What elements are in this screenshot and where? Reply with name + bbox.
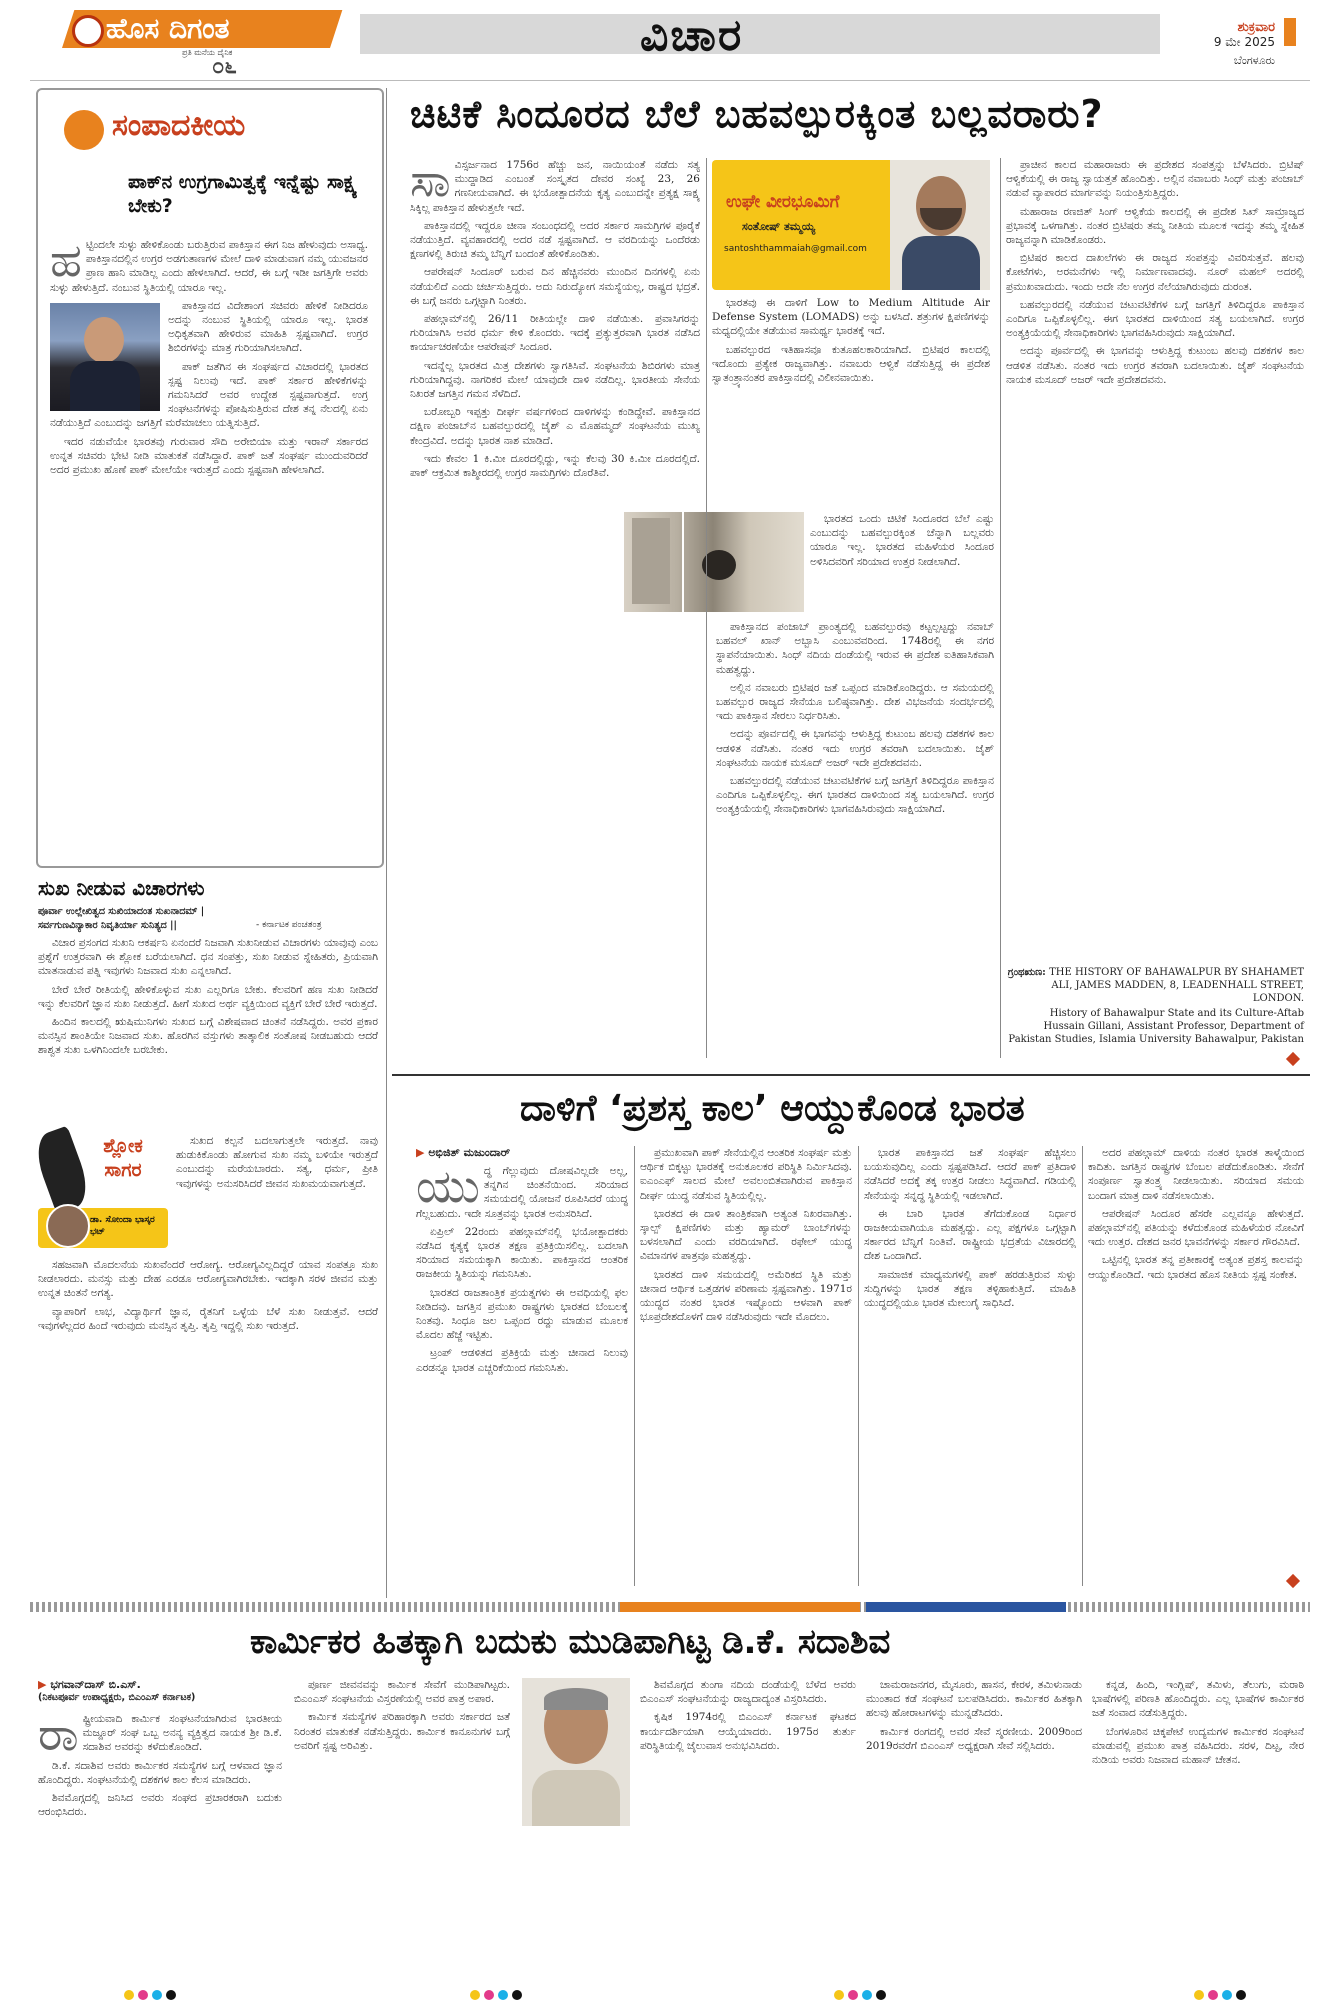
sukha-para: ಸುಖದ ಕಲ್ಪನೆ ಬದಲಾಗುತ್ತಲೇ ಇರುತ್ತದೆ. ನಾವು ಹುಡುಕಿಕೊಂಡು ಹೋಗುವ ಸುಖ ನಮ್ಮ ಬಳಿಯೇ ಇರುತ್ತದೆ ಎಂಬುದನ್ನು ಮರೆಯಬಾರದು. ಸತ್ಯ, ಧರ್ಮ, ಪ್ರೀತಿ ಇವುಗಳನ್ನು ಅನುಸರಿಸಿದರೆ ಜೀವನ ಸುಖಮಯವಾಗುತ್ತದೆ. (176, 1135, 378, 1190)
masthead-logo (62, 10, 362, 79)
lead-para: ಆಪರೇಷನ್ ಸಿಂದೂರ್ ಬರುವ ದಿನ ಹೆಚ್ಚಿನವರು ಮುಂದಿನ ದಿನಗಳಲ್ಲಿ ಏನು ನಡೆಯಲಿದೆ ಎಂದು ಚರ್ಚಿಸುತ್ತಿದ್ದರು. ಅದು ನಿರುದ್ಯೋಗ ಸಮಸ್ಯೆಯಲ್ಲ, ರಾಷ್ಟ್ರದ ಭದ್ರತೆ. ಈ ಬಗ್ಗೆ ಜನರು ಒಗ್ಗಟ್ಟಾಗಿ ನಿಂತರು. (410, 266, 700, 307)
bottom-author-text: ಭಗವಾನ್‌ದಾಸ್ ಬಿ.ಎಸ್. (50, 1678, 141, 1691)
lead-col3-top (810, 512, 994, 612)
day: ಶುಕ್ರವಾರ (1237, 20, 1275, 35)
bottom-title: ಕಾರ್ಮಿಕರ ಹಿತಕ್ಕಾಗಿ ಬದುಕು ಮುಡಿಪಾಗಿಟ್ಟ ಡಿ.ಕೆ. ಸದಾಶಿವ (250, 1622, 891, 1662)
editorial-para: ಪಾಕಿಸ್ತಾನದ ವಿದೇಶಾಂಗ ಸಚಿವರು ಹೇಳಿಕೆ ನೀಡಿದರೂ ಅದನ್ನು ನಂಬುವ ಸ್ಥಿತಿಯಲ್ಲಿ ಯಾರೂ ಇಲ್ಲ. ಭಾರತ ಅಧಿಕೃತವಾಗಿ ಹೇಳಿರುವ ಮಾಹಿತಿ ಸ್ಪಷ್ಟವಾಗಿದೆ. ಉಗ್ರರ ಶಿಬಿರಗಳನ್ನು ಮಾತ್ರ ಗುರಿಯಾಗಿಸಲಾಗಿದೆ. (168, 299, 368, 355)
lead-para: ಇದನ್ನೆಲ್ಲ ಭಾರತದ ಮಿತ್ರ ದೇಶಗಳು ಸ್ವಾಗತಿಸಿವೆ. ಸಂಘಟನೆಯ ಶಿಬಿರಗಳು ಮಾತ್ರ ಗುರಿಯಾಗಿದ್ದವು. ನಾಗರಿಕರ ಮೇಲೆ ಯಾವುದೇ ದಾಳಿ ನಡೆದಿಲ್ಲ. ಭಾರತೀಯ ಸೇನೆಯ ನಿಖರತೆ ಜಗತ್ತಿನ ಗಮನ ಸೆಳೆದಿದೆ. (410, 359, 700, 401)
bottom-col2 (294, 1678, 510, 1978)
byline-marker-icon: ▶ (416, 1146, 425, 1159)
editorial-box (36, 88, 384, 868)
editorial-para: ಟ್ಟಿಂದಲೇ ಸುಳ್ಳು ಹೇಳಿಕೊಂಡು ಬರುತ್ತಿರುವ ಪಾಕಿಸ್ತಾನ ಈಗ ನಿಜ ಹೇಳುವುದು ಅಸಾಧ್ಯ. ಪಾಕಿಸ್ತಾನದಲ್ಲಿನ ಉಗ್ರರ ಅಡಗುತಾಣಗಳ ಮೇಲೆ ದಾಳಿ ಮಾಡುವಾಗ ನಮ್ಮ ಯುವಜನರ ಪ್ರಾಣ ಹಾನಿ ಮಾಡಿಲ್ಲ ಎಂದು ಹೇಳಲಾಗಿದೆ. ಆದರೆ, ಈ ಬಗ್ಗೆ ಇಡೀ ಜಗತ್ತಿಗೇ ಅವರು ಸುಳ್ಳು ಹೇಳುತ್ತಿದೆ. ನಂಬುವ ಸ್ಥಿತಿಯಲ್ಲಿ ಯಾರೂ ಇಲ್ಲ. (50, 239, 368, 294)
bottom-author-name (38, 1678, 278, 1692)
reference-block (1006, 966, 1304, 1046)
bottom-para: ಕನ್ನಡ, ಹಿಂದಿ, ಇಂಗ್ಲಿಷ್, ತಮಿಳು, ತೆಲುಗು, ಮರಾಠಿ ಭಾಷೆಗಳಲ್ಲಿ ಪರಿಣತಿ ಹೊಂದಿದ್ದರು. ಎಲ್ಲ ಭಾಷೆಗಳ ಕಾರ್ಮಿಕರ ಜತೆ ಸಂವಾದ ನಡೆಸುತ್ತಿದ್ದರು. (1092, 1679, 1304, 1720)
second-para: ಭಾರತದ ದಾಳಿ ಸಮಯದಲ್ಲಿ ಅಮೆರಿಕದ ಸ್ಥಿತಿ ಮತ್ತು ಚೀನಾದ ಆರ್ಥಿಕ ಒತ್ತಡಗಳ ಪರಿಣಾಮ ಸ್ಪಷ್ಟವಾಗಿತ್ತು. 1971ರ ಯುದ್ಧದ ನಂತರ ಭಾರತ ಇಷ್ಟೊಂದು ಆಳವಾಗಿ ಪಾಕ್ ಭೂಪ್ರದೇಶದೊಳಗೆ ದಾಳಿ ನಡೆಸಿರುವುದು ಇದೇ ಮೊದಲು. (640, 1268, 852, 1324)
sukha-para: ವ್ಯಾಪಾರಿಗೆ ಲಾಭ, ವಿದ್ಯಾರ್ಥಿಗೆ ಜ್ಞಾನ, ರೈತನಿಗೆ ಒಳ್ಳೆಯ ಬೆಳೆ ಸುಖ ನೀಡುತ್ತವೆ. ಆದರೆ ಇವುಗಳೆಲ್ಲದರ ಹಿಂದೆ ಇರುವುದು ಮನಸ್ಸಿನ ತೃಪ್ತಿ. ತೃಪ್ತಿ ಇದ್ದಲ್ಲಿ ಸುಖ ಇರುತ್ತದೆ. (38, 1305, 378, 1332)
lead-para: ಅಲ್ಲಿನ ನವಾಬರು ಬ್ರಿಟಿಷರ ಜತೆ ಒಪ್ಪಂದ ಮಾಡಿಕೊಂಡಿದ್ದರು. ಆ ಸಮಯದಲ್ಲಿ ಬಹವಲ್ಪುರ ರಾಜ್ಯದ ಸೇನೆಯೂ ಬಲಿಷ್ಠವಾಗಿತ್ತು. ದೇಶ ವಿಭಜನೆಯ ಸಂದರ್ಭದಲ್ಲಿ ಇದು ಪಾಕಿಸ್ತಾನ ಸೇರಲು ನಿರ್ಧರಿಸಿತು. (716, 681, 994, 723)
shloka-author: ಡಾ. ಸೋಂದಾ ಭಾಸ್ಕರ ಭಟ್ (90, 1215, 155, 1237)
sukha-body-bottom (38, 1258, 378, 1588)
lead-para: ವಿಸ್ಸರ್ಜನಾದ 1756ರ ಹೆಚ್ಚು ಜನ, ನಾಯಿಯಂತೆ ನಡೆದು ಸತ್ಯ ಮುದ್ದಾಡಿದ ಎಂಬಂತೆ ಸಂಸ್ಕೃತದ ದೇವರ ಸಂಖ್ಯೆ 23, 26 ಗಣನೀಯವಾಗಿದೆ. ಈ ಭಯೋತ್ಪಾದನೆಯ ಕೃತ್ಯ ಎಂಬುದನ್ನೇ ಪ್ರತ್ಯಕ್ಷ ಸಾಕ್ಷ್ಯ ಸಿಕ್ಕಿಲ್ಲ ಪಾಕಿಸ್ತಾನ ಹೇಳುತ್ತಲೇ ಇದೆ. (410, 159, 700, 214)
sukha-para: ಹಿಂದಿನ ಕಾಲದಲ್ಲಿ ಋಷಿಮುನಿಗಳು ಸುಖದ ಬಗ್ಗೆ ವಿಶೇಷವಾದ ಚಿಂತನೆ ನಡೆಸಿದ್ದರು. ಅವರ ಪ್ರಕಾರ ಮನಸ್ಸಿನ ಶಾಂತಿಯೇ ನಿಜವಾದ ಸುಖ. ಹೊರಗಿನ ವಸ್ತುಗಳು ತಾತ್ಕಾಲಿಕ ಸಂತೋಷ ನೀಡಬಹುದು ಆದರೆ ಶಾಶ್ವತ ಸುಖ ಒಳಗಿನಿಂದಲೇ ಬರಬೇಕು. (38, 1016, 378, 1057)
divider-blue (866, 1602, 1066, 1612)
sukha-para: ಸಹಜವಾಗಿ ಮೊದಲನೆಯ ಸುಖವೆಂದರೆ ಆರೋಗ್ಯ. ಆರೋಗ್ಯವಿಲ್ಲದಿದ್ದರೆ ಯಾವ ಸಂಪತ್ತೂ ಸುಖ ನೀಡಲಾರದು. ಮನಸ್ಸು ಮತ್ತು ದೇಹ ಎರಡೂ ಆರೋಗ್ಯವಾಗಿರಬೇಕು. ಇದಕ್ಕಾಗಿ ಸರಳ ಜೀವನ ಮತ್ತು ಉನ್ನತ ಚಿಂತನೆ ಅಗತ್ಯ. (38, 1259, 378, 1300)
second-col1 (416, 1164, 628, 1584)
second-author (416, 1146, 510, 1160)
bottom-para: ಕಾರ್ಮಿಕ ಸಮಸ್ಯೆಗಳ ಪರಿಹಾರಕ್ಕಾಗಿ ಅವರು ಸರ್ಕಾರದ ಜತೆ ನಿರಂತರ ಮಾತುಕತೆ ನಡೆಸುತ್ತಿದ್ದರು. ಕಾರ್ಮಿಕ ಕಾನೂನುಗಳ ಬಗ್ಗೆ ಅವರಿಗೆ ಸ್ಪಷ್ಟ ಅರಿವಿತ್ತು. (294, 1711, 510, 1752)
sukha-body-right (176, 1134, 378, 1252)
sukha-sub2: ಸರ್ವಗುಣವಿನ್ಯಾಕಾರ ನಿವೃತಿರ್ಯಾ ಸುನಿತ್ಯದ || (38, 920, 177, 931)
second-col2 (640, 1146, 852, 1584)
second-col4 (1088, 1146, 1304, 1584)
masthead-rule (30, 80, 1310, 81)
second-para: ಭಾರತದ ಈ ದಾಳಿ ತಾಂತ್ರಿಕವಾಗಿ ಅತ್ಯಂತ ನಿಖರವಾಗಿತ್ತು. ಸ್ಕಾಲ್ಪ್ ಕ್ಷಿಪಣಿಗಳು ಮತ್ತು ಹ್ಯಾಮರ್ ಬಾಂಬ್‌ಗಳನ್ನು ಬಳಸಲಾಗಿದೆ ಎಂದು ವರದಿಯಾಗಿದೆ. ರಫೇಲ್ ಯುದ್ಧ ವಿಮಾನಗಳ ಪಾತ್ರವೂ ಮಹತ್ವದ್ದು. (640, 1207, 852, 1263)
editorial-sun-icon (64, 110, 104, 150)
lead-para: ಪಹಲ್ಗಾಮ್‌ನಲ್ಲಿ 26/11 ರೀತಿಯಲ್ಲೇ ದಾಳಿ ನಡೆಯಿತು. ಪ್ರವಾಸಿಗರನ್ನು ಗುರಿಯಾಗಿಸಿ ಅವರ ಧರ್ಮ ಕೇಳಿ ಕೊಂದರು. ಇದಕ್ಕೆ ಪ್ರತ್ಯುತ್ತರವಾಗಿ ಭಾರತ ನಡೆಸಿದ ಕಾರ್ಯಾಚರಣೆಯೇ ಆಪರೇಷನ್ ಸಿಂದೂರ. (410, 313, 700, 354)
bottom-para: ಕೃಷಿಕ 1974ರಲ್ಲಿ ಬಿಎಂಎಸ್ ಕರ್ನಾಟಕ ಘಟಕದ ಕಾರ್ಯದರ್ಶಿಯಾಗಿ ಆಯ್ಕೆಯಾದರು. 1975ರ ತುರ್ತು ಪರಿಸ್ಥಿತಿಯಲ್ಲಿ ಜೈಲುವಾಸ ಅನುಭವಿಸಿದರು. (640, 1711, 856, 1752)
bottom-col3 (640, 1678, 856, 1978)
divider-orange (620, 1602, 860, 1612)
sukha-sub1: ಪೂರ್ವಾ ಉಲ್ಲೇಖಿತ್ವದ ಸುಖಿಯಾದಂತ ಸುಖನಾದಮ್ | (38, 906, 205, 917)
second-para: ಈ ಬಾರಿ ಭಾರತ ತೆಗೆದುಕೊಂಡ ನಿರ್ಧಾರ ರಾಜಕೀಯವಾಗಿಯೂ ಮಹತ್ವದ್ದು. ಎಲ್ಲ ಪಕ್ಷಗಳೂ ಒಗ್ಗಟ್ಟಾಗಿ ಸರ್ಕಾರದ ಬೆನ್ನಿಗೆ ನಿಂತಿವೆ. ರಾಷ್ಟ್ರೀಯ ಭದ್ರತೆಯ ವಿಚಾರದಲ್ಲಿ ದೇಶ ಒಂದಾಗಿದೆ. (864, 1207, 1076, 1263)
lead-para: ಭಾರತವು ಈ ದಾಳಿಗೆ Low to Medium Altitude Air Defense System (LOMADS) ಅನ್ನು ಬಳಸಿದೆ. ಶತ್ರುಗಳ ಕ್ಷಿಪಣಿಗಳನ್ನು ಮಧ್ಯದಲ್ಲಿಯೇ ತಡೆಯುವ ಸಾಮರ್ಥ್ಯ ಭಾರತಕ್ಕೆ ಇದೆ. (712, 297, 990, 338)
lead-para: ಪಾಕಿಸ್ತಾನದ ಪಂಜಾಬ್ ಪ್ರಾಂತ್ಯದಲ್ಲಿ ಬಹವಲ್ಪುರವು ಕಟ್ಟಲ್ಪಟ್ಟದ್ದು ನವಾಬ್ ಬಹವಲ್ ಖಾನ್ ಅಬ್ಬಾಸಿ ಎಂಬುವವರಿಂದ. 1748ರಲ್ಲಿ ಈ ನಗರ ಸ್ಥಾಪನೆಯಾಯಿತು. ಸಿಂಧ್ ನದಿಯ ದಂಡೆಯಲ್ಲಿ ಇರುವ ಈ ಪ್ರದೇಶ ಐತಿಹಾಸಿಕವಾಗಿ ಮಹತ್ವದ್ದು. (716, 621, 994, 676)
page-number: ೦೬ (212, 54, 237, 79)
feather-icon (30, 1126, 95, 1215)
section-title: ವಿಚಾರ (640, 10, 744, 61)
bottom-para: ಕಾರ್ಮಿಕ ರಂಗದಲ್ಲಿ ಅವರ ಸೇವೆ ಸ್ಮರಣೀಯ. 2009ರಿಂದ 2019ರವರೆಗೆ ಬಿಎಂಎಸ್ ಅಧ್ಯಕ್ಷರಾಗಿ ಸೇವೆ ಸಲ್ಲಿಸಿದರು. (866, 1725, 1082, 1752)
editorial-dropcap: ಹ (50, 238, 82, 287)
sukha-para: ಬೇರೆ ಬೇರೆ ರೀತಿಯಲ್ಲಿ ಹೇಳಿಕೊಳ್ಳುವ ಸುಖ ಎಲ್ಲರಿಗೂ ಬೇಕು. ಕೆಲವರಿಗೆ ಹಣ ಸುಖ ನೀಡಿದರೆ ಇನ್ನು ಕೆಲವರಿಗೆ ಜ್ಞಾನ ಸುಖ ನೀಡುತ್ತದೆ. ಹೀಗೆ ಸುಖದ ಅರ್ಥ ವ್ಯಕ್ತಿಯಿಂದ ವ್ಯಕ್ತಿಗೆ ಬೇರೆ ಬೇರೆ ಇರುತ್ತದೆ. (38, 983, 378, 1010)
bottom-para: ಪೂರ್ಣ ಜೀವನವನ್ನು ಕಾರ್ಮಿಕ ಸೇವೆಗೆ ಮುಡಿಪಾಗಿಟ್ಟರು. ಬಿಎಂಎಸ್ ಸಂಘಟನೆಯ ವಿಸ್ತರಣೆಯಲ್ಲಿ ಅವರ ಪಾತ್ರ ಅಪಾರ. (294, 1679, 510, 1706)
sukha-body-top (38, 936, 378, 1132)
bottom-author (38, 1678, 278, 1703)
lead-title: ಚಿಟಿಕೆ ಸಿಂದೂರದ ಬೆಲೆ ಬಹವಲ್ಪುರಕ್ಕಿಂತ ಬಲ್ಲವರಾರು? (410, 92, 1104, 136)
second-para: ಅದರ ಪಹಲ್ಗಾಮ್ ದಾಳಿಯ ನಂತರ ಭಾರತ ತಾಳ್ಮೆಯಿಂದ ಕಾದಿತು. ಜಗತ್ತಿನ ರಾಷ್ಟ್ರಗಳ ಬೆಂಬಲ ಪಡೆದುಕೊಂಡಿತು. ಸೇನೆಗೆ ಸಂಪೂರ್ಣ ಸ್ವಾತಂತ್ರ್ಯ ನೀಡಲಾಯಿತು. ಸರಿಯಾದ ಸಮಯ ಬಂದಾಗ ಮಾತ್ರ ದಾಳಿ ನಡೆಸಲಾಯಿತು. (1088, 1147, 1304, 1202)
second-para: ಏಪ್ರಿಲ್ 22ರಂದು ಪಹಲ್ಗಾಮ್‌ನಲ್ಲಿ ಭಯೋತ್ಪಾದಕರು ನಡೆಸಿದ ಕೃತ್ಯಕ್ಕೆ ಭಾರತ ತಕ್ಷಣ ಪ್ರತಿಕ್ರಿಯಿಸಲಿಲ್ಲ. ಬದಲಾಗಿ ಸರಿಯಾದ ಸಮಯಕ್ಕಾಗಿ ಕಾಯಿತು. ಪಾಕಿಸ್ತಾನದ ಆಂತರಿಕ ರಾಜಕೀಯ ಸ್ಥಿತಿಯನ್ನು ಗಮನಿಸಿತು. (416, 1225, 628, 1281)
lead-para: ಪಾಕಿಸ್ತಾನದಲ್ಲಿ ಇದ್ದರೂ ಚೀನಾ ಸಂಬಂಧದಲ್ಲಿ ಅದರ ಸರ್ಕಾರ ಸಾಮಗ್ರಿಗಳ ಪೂರೈಕೆ ನಡೆಯುತ್ತಿದೆ. ವ್ಯವಹಾರದಲ್ಲಿ ಅದರ ನಡೆ ಸ್ಪಷ್ಟವಾಗಿದೆ. ಆ ವರದಿಯನ್ನು ಒಂದೆರಡು ಕ್ಷಣಗಳಲ್ಲಿ ತಿರುಚಿ ತಮ್ಮ ಬೆನ್ನಿಗೆ ಬಂದಂತೆ ಹೇಳಿಕೊಂಡಿತು. (410, 219, 700, 261)
second-para: ಭಾರತದ ರಾಜತಾಂತ್ರಿಕ ಪ್ರಯತ್ನಗಳು ಈ ಅವಧಿಯಲ್ಲಿ ಫಲ ನೀಡಿದವು. ಜಗತ್ತಿನ ಪ್ರಮುಖ ರಾಷ್ಟ್ರಗಳು ಭಾರತದ ಬೆಂಬಲಕ್ಕೆ ನಿಂತವು. ಸಿಂಧೂ ಜಲ ಒಪ್ಪಂದ ರದ್ದು ಮಾಡುವ ಮೂಲಕ ಮೊದಲ ಹೆಜ್ಜೆ ಇಟ್ಟಿತು. (416, 1286, 628, 1342)
author-card (712, 160, 990, 290)
left-column-rule (386, 88, 387, 1598)
bottom-para: ಶಿವಮೊಗ್ಗದ ತುಂಗಾ ನದಿಯ ದಂಡೆಯಲ್ಲಿ ಬೆಳೆದ ಅವರು ಬಿಎಂಎಸ್ ಸಂಘಟನೆಯನ್ನು ರಾಜ್ಯದಾದ್ಯಂತ ವಿಸ್ತರಿಸಿದರು. (640, 1679, 856, 1706)
second-col3 (864, 1146, 1076, 1584)
bottom-para: ಬೆಂಗಳೂರಿನ ಚಿಕ್ಕಪೇಟೆ ಉದ್ಯಮಗಳ ಕಾರ್ಮಿಕರ ಸಂಘಟನೆ ಮಾಡುವಲ್ಲಿ ಪ್ರಮುಖ ಪಾತ್ರ ವಹಿಸಿದರು. ಸರಳ, ದಿಟ್ಟ, ನೇರ ನುಡಿಯ ಅವರು ನಿಜವಾದ ಮಹಾನ್ ಚೇತನ. (1092, 1725, 1304, 1767)
lead-col3 (716, 620, 994, 1060)
editorial-para: ಇದರ ನಡುವೆಯೇ ಭಾರತವು ಗುರುವಾರ ಸೌದಿ ಅರೇಬಿಯಾ ಮತ್ತು ಇರಾನ್ ಸರ್ಕಾರದ ಉನ್ನತ ಸಚಿವರು ಭೇಟಿ ನೀಡಿ ಮಾತುಕತೆ ನಡೆಸಿದ್ದಾರೆ. ಪಾಕ್ ಜತೆ ಸಂಘರ್ಷ ಮುಂದುವರಿದರೆ ಅದರ ಪ್ರಮುಖ ಹೊಣೆ ಪಾಕ್ ಮೇಲೆಯೇ ಇರುತ್ತದೆ ಎಂದು ಸ್ಪಷ್ಟವಾಗಿ ಹೇಳಲಾಗಿದೆ. (50, 435, 368, 477)
lead-para: ಬಹವಲ್ಪುರದಲ್ಲಿ ನಡೆಯುವ ಚಟುವಟಿಕೆಗಳ ಬಗ್ಗೆ ಜಗತ್ತಿಗೆ ತಿಳಿದಿದ್ದರೂ ಪಾಕಿಸ್ತಾನ ಎಂದಿಗೂ ಒಪ್ಪಿಕೊಳ್ಳಲಿಲ್ಲ. ಈಗ ಭಾರತದ ದಾಳಿಯಿಂದ ಸತ್ಯ ಬಯಲಾಗಿದೆ. ಉಗ್ರರ ಅಂತ್ಯಕ್ರಿಯೆಯಲ್ಲಿ ಸೇನಾಧಿಕಾರಿಗಳು ಭಾಗವಹಿಸಿರುವುದು ಸಾಕ್ಷಿಯಾಗಿದೆ. (716, 775, 994, 816)
lead-para: ಬ್ರಿಟಿಷರ ಕಾಲದ ದಾಖಲೆಗಳು ಈ ರಾಜ್ಯದ ಸಂಪತ್ತನ್ನು ವಿವರಿಸುತ್ತವೆ. ಹಲವು ಕೋಟೆಗಳು, ಅರಮನೆಗಳು ಇಲ್ಲಿ ನಿರ್ಮಾಣವಾದವು. ನೂರ್ ಮಹಲ್ ಅದರಲ್ಲಿ ಪ್ರಮುಖವಾದುದು. ಇಂದು ಅದೇ ನೆಲ ಉಗ್ರರ ನೆಲೆಯಾಗಿರುವುದು ದುರಂತ. (1006, 252, 1304, 293)
reference-text-2: History of Bahawalpur State and its Culture-Aftab Hussain Gillani, Assistant Professor, Department of Pakistan Studies, Islamia University Bahawalpur, Pakistan (1008, 1008, 1304, 1045)
registration-marks-right (1194, 1990, 1254, 2002)
second-col-rule-3 (1082, 1146, 1083, 1586)
end-marker-icon (1286, 1052, 1300, 1066)
editorial-para: ಪಾಕ್ ಜತೆಗಿನ ಈ ಸಂಘರ್ಷದ ವಿಚಾರದಲ್ಲಿ ಭಾರತದ ಸ್ಪಷ್ಟ ನಿಲುವು ಇದೆ. ಪಾಕ್ ಸರ್ಕಾರ ಹೇಳಿಕೆಗಳನ್ನು ಗಮನಿಸಿದರೆ ಅವರ ಉದ್ದೇಶ ಸ್ಪಷ್ಟವಾಗುತ್ತದೆ. ಉಗ್ರ ಸಂಘಟನೆಗಳನ್ನು ಪೋಷಿಸುತ್ತಿರುವ ದೇಶ ತನ್ನ ನೆಲದಲ್ಲಿ ಏನು ನಡೆಯುತ್ತಿದೆ ಎಂಬುದನ್ನು ಜಗತ್ತಿಗೆ ಮರೆಮಾಚಲು ಯತ್ನಿಸುತ್ತಿದೆ. (50, 360, 368, 430)
date: 9 ಮೇ 2025 (1213, 35, 1275, 49)
reference-text: THE HISTORY OF BAHAWALPUR BY SHAHAMET ALI, JAMES MADDEN, 8, LEADENHALL STREET, LONDON. (1049, 967, 1304, 1004)
bottom-para: ಷ್ಟ್ರೀಯವಾದಿ ಕಾರ್ಮಿಕ ಸಂಘಟನೆಯಾಗಿರುವ ಭಾರತೀಯ ಮಜ್ದೂರ್ ಸಂಘ ಒಬ್ಬ ಅನನ್ಯ ವ್ಯಕ್ತಿತ್ವದ ನಾಯಕ ಶ್ರೀ ಡಿ.ಕೆ. ಸದಾಶಿವ ಅವರನ್ನು ಕಳೆದುಕೊಂಡಿದೆ. (82, 1713, 282, 1754)
lead-dropcap: ಸಾ (410, 158, 451, 207)
bottom-col5 (1092, 1678, 1304, 1978)
lead-col2 (712, 296, 990, 500)
lead-photo (622, 512, 804, 612)
lead-para: ಅದನ್ನು ಪೂರ್ವದಲ್ಲಿ ಈ ಭಾಗವನ್ನು ಆಳುತ್ತಿದ್ದ ಕುಟುಂಬ ಹಲವು ದಶಕಗಳ ಕಾಲ ಆಡಳಿತ ನಡೆಸಿತು. ನಂತರ ಇದು ಉಗ್ರರ ತವರಾಗಿ ಬದಲಾಯಿತು. ಜೈಶ್ ಸಂಘಟನೆಯ ನಾಯಕ ಮಸೂದ್ ಅಜರ್ ಇದೇ ಪ್ರದೇಶದವನು. (1006, 345, 1304, 386)
shloka-author-avatar (46, 1204, 90, 1248)
bottom-photo (522, 1678, 630, 1826)
shloka-label: ಶ್ಲೋಕ ಸಾಗರ (103, 1135, 143, 1181)
lead-para: ಬಹವಲ್ಪುರದಲ್ಲಿ ನಡೆಯುವ ಚಟುವಟಿಕೆಗಳ ಬಗ್ಗೆ ಜಗತ್ತಿಗೆ ತಿಳಿದಿದ್ದರೂ ಪಾಕಿಸ್ತಾನ ಎಂದಿಗೂ ಒಪ್ಪಿಕೊಳ್ಳಲಿಲ್ಲ. ಈಗ ಭಾರತದ ದಾಳಿಯಿಂದ ಸತ್ಯ ಬಯಲಾಗಿದೆ. ಉಗ್ರರ ಅಂತ್ಯಕ್ರಿಯೆಯಲ್ಲಿ ಸೇನಾಧಿಕಾರಿಗಳು ಭಾಗವಹಿಸಿರುವುದು ಸಾಕ್ಷಿಯಾಗಿದೆ. (1006, 298, 1304, 340)
logo-text: ಹೊಸ ದಿಗಂತ (106, 12, 230, 45)
sukha-para: ವಿಚಾರ ಪ್ರಸಂಗದ ಸುಖನಿ ಆಕರ್ಷನಿ ಏನಂದರೆ ನಿಜವಾಗಿ ಸುಖನೀಡುವ ವಿಚಾರಗಳು ಯಾವುವು ಎಂಬ ಪ್ರಶ್ನೆಗೆ ಉತ್ತರವಾಗಿ ಈ ಶ್ಲೋಕ ಬರೆಯಲಾಗಿದೆ. ಧನ ಸಂಪತ್ತು, ಸುಖ ನೀಡುವ ಸ್ನೇಹಿತರು, ಪ್ರಿಯವಾಗಿ ಮಾತನಾಡುವ ಪತ್ನಿ ಇವುಗಳು ನಿಜವಾದ ಸುಖ ಎನ್ನಲಾಗಿದೆ. (38, 937, 378, 978)
bottom-col4 (866, 1678, 1082, 1978)
second-dropcap: ಯು (416, 1164, 480, 1213)
second-para: ಪ್ರಮುಖವಾಗಿ ಪಾಕ್ ಸೇನೆಯಲ್ಲಿನ ಆಂತರಿಕ ಸಂಘರ್ಷ ಮತ್ತು ಆರ್ಥಿಕ ಬಿಕ್ಕಟ್ಟು ಭಾರತಕ್ಕೆ ಅನುಕೂಲಕರ ಪರಿಸ್ಥಿತಿ ನಿರ್ಮಿಸಿದವು. ಐಎಂಎಫ್ ಸಾಲದ ಮೇಲೆ ಅವಲಂಬಿತವಾಗಿರುವ ಪಾಕಿಸ್ತಾನ ದೀರ್ಘ ಯುದ್ಧ ನಡೆಸುವ ಸ್ಥಿತಿಯಲ್ಲಿಲ್ಲ. (640, 1147, 852, 1202)
sun-icon (72, 15, 104, 47)
lead-col-rule-2 (1000, 158, 1001, 1058)
date-block (1165, 20, 1275, 68)
author-name: ಸಂತೋಷ್ ತಮ್ಮಯ್ಯ (742, 220, 816, 233)
second-para: ಭಾರತ ಪಾಕಿಸ್ತಾನದ ಜತೆ ಸಂಘರ್ಷ ಹೆಚ್ಚಿಸಲು ಬಯಸುವುದಿಲ್ಲ ಎಂದು ಸ್ಪಷ್ಟಪಡಿಸಿದೆ. ಆದರೆ ಪಾಕ್ ಪ್ರತಿದಾಳಿ ನಡೆಸಿದರೆ ಅದಕ್ಕೆ ತಕ್ಕ ಉತ್ತರ ನೀಡಲು ಸಿದ್ಧವಾಗಿದೆ. ಗಡಿಯಲ್ಲಿ ಸೇನೆಯನ್ನು ಸನ್ನದ್ಧ ಸ್ಥಿತಿಯಲ್ಲಿ ಇಡಲಾಗಿದೆ. (864, 1147, 1076, 1202)
lead-para: ಅದನ್ನು ಪೂರ್ವದಲ್ಲಿ ಈ ಭಾಗವನ್ನು ಆಳುತ್ತಿದ್ದ ಕುಟುಂಬ ಹಲವು ದಶಕಗಳ ಕಾಲ ಆಡಳಿತ ನಡೆಸಿತು. ನಂತರ ಇದು ಉಗ್ರರ ತವರಾಗಿ ಬದಲಾಯಿತು. ಜೈಶ್ ಸಂಘಟನೆಯ ನಾಯಕ ಮಸೂದ್ ಅಜರ್ ಇದೇ ಪ್ರದೇಶದವನು. (716, 728, 994, 769)
sukha-heading: ಸುಖ ನೀಡುವ ವಿಚಾರಗಳು (38, 876, 205, 900)
lead-para: ಮಹಾರಾಜ ರಣಜಿತ್ ಸಿಂಗ್ ಆಳ್ವಿಕೆಯ ಕಾಲದಲ್ಲಿ ಈ ಪ್ರದೇಶ ಸಿಖ್ ಸಾಮ್ರಾಜ್ಯದ ಪ್ರಭಾವಕ್ಕೆ ಒಳಗಾಗಿತ್ತು. ನಂತರ ಬ್ರಿಟಿಷರು ತಮ್ಮ ನೀತಿಯ ಮೂಲಕ ಇದನ್ನು ತಮ್ಮ ಸ್ನೇಹಿತ ರಾಜ್ಯವನ್ನಾಗಿ ಮಾಡಿಕೊಂಡರು. (1006, 205, 1304, 247)
second-para: ದ್ಧ ಗೆಲ್ಲುವುದು ದೋಷವಿಲ್ಲದೇ ಅಲ್ಲ, ತನ್ನಗಿನ ಚಿಂತನೆಯಿಂದ. ಸರಿಯಾದ ಸಮಯದಲ್ಲಿ ಯೋಜನೆ ರೂಪಿಸಿದರೆ ಯುದ್ಧ ಗೆಲ್ಲಬಹುದು. ಇದೇ ಸೂತ್ರವನ್ನು ಭಾರತ ಅನುಸರಿಸಿದೆ. (416, 1165, 628, 1220)
lead-col4 (1006, 158, 1304, 958)
lead-para: ಬರೋಬ್ಬರಿ ಇಪ್ಪತ್ತು ದೀರ್ಘ ವರ್ಷಗಳಿಂದ ದಾಳಿಗಳನ್ನು ಕಂಡಿದ್ದೇವೆ. ಪಾಕಿಸ್ತಾನದ ದಕ್ಷಿಣ ಪಂಜಾಬ್‌ನ ಬಹವಲ್ಪುರದಲ್ಲಿ ಜೈಶ್ ಎ ಮೊಹಮ್ಮದ್ ಸಂಘಟನೆಯ ಮುಖ್ಯ ಕೇಂದ್ರವಿದೆ. ಅದನ್ನು ಭಾರತ ನಾಶ ಮಾಡಿದೆ. (410, 406, 700, 447)
second-para: ಆಪರೇಷನ್ ಸಿಂದೂರ ಹೆಸರೇ ಎಲ್ಲವನ್ನೂ ಹೇಳುತ್ತದೆ. ಪಹಲ್ಗಾಮ್‌ನಲ್ಲಿ ಪತಿಯನ್ನು ಕಳೆದುಕೊಂಡ ಮಹಿಳೆಯರ ನೋವಿಗೆ ಇದು ಉತ್ತರ. ದೇಶದ ಜನರ ಭಾವನೆಗಳನ್ನು ಸರ್ಕಾರ ಗೌರವಿಸಿದೆ. (1088, 1207, 1304, 1249)
second-col-rule-2 (858, 1146, 859, 1586)
reference-label: ಗ್ರಂಥಋಣ: (1007, 967, 1046, 978)
bottom-para: ಡಿ.ಕೆ. ಸದಾಶಿವ ಅವರು ಕಾರ್ಮಿಕರ ಸಮಸ್ಯೆಗಳ ಬಗ್ಗೆ ಆಳವಾದ ಜ್ಞಾನ ಹೊಂದಿದ್ದರು. ಸಂಘಟನೆಯಲ್ಲಿ ದಶಕಗಳ ಕಾಲ ಕೆಲಸ ಮಾಡಿದರು. (38, 1759, 282, 1786)
author-photo (890, 160, 990, 290)
editorial-photo (50, 303, 160, 411)
second-title: ದಾಳಿಗೆ ‘ಪ್ರಶಸ್ತ ಕಾಲ’ ಆಯ್ದುಕೊಂಡ ಭಾರತ (520, 1088, 1025, 1129)
second-para: ಒಟ್ಟಿನಲ್ಲಿ ಭಾರತ ತನ್ನ ಪ್ರತೀಕಾರಕ್ಕೆ ಅತ್ಯಂತ ಪ್ರಶಸ್ತ ಕಾಲವನ್ನು ಆಯ್ದುಕೊಂಡಿದೆ. ಇದು ಭಾರತದ ಹೊಸ ನೀತಿಯ ಸ್ಪಷ್ಟ ಸಂಕೇತ. (1088, 1254, 1304, 1281)
sukha-credit: - ಕರ್ನಾಟಕ ಪಂಚತಂತ್ರ (256, 920, 322, 930)
lead-col-rule-1 (706, 158, 707, 1058)
logo-tagline: ಪ್ರತಿ ಮನೆಯ ದೈನಿಕ (182, 48, 233, 57)
bottom-col1 (38, 1712, 282, 1978)
second-para: ಟ್ರಂಪ್ ಆಡಳಿತದ ಪ್ರತಿಕ್ರಿಯೆ ಮತ್ತು ಚೀನಾದ ನಿಲುವು ಎರಡನ್ನೂ ಭಾರತ ಎಚ್ಚರಿಕೆಯಿಂದ ಗಮನಿಸಿತು. (416, 1347, 628, 1374)
registration-marks-mid1 (470, 1990, 530, 2002)
author-email: santoshthammaiah@gmail.com (724, 244, 867, 254)
editorial-title: ಪಾಕ್‌ನ ಉಗ್ರಗಾಮಿತ್ವಕ್ಕೆ ಇನ್ನೆಷ್ಟು ಸಾಕ್ಷ್ಯ ಬೇಕು? (128, 171, 358, 217)
lead-para: ಬಹವಲ್ಪುರದ ಇತಿಹಾಸವೂ ಕುತೂಹಲಕಾರಿಯಾಗಿದೆ. ಬ್ರಿಟಿಷರ ಕಾಲದಲ್ಲಿ ಇದೊಂದು ಪ್ರತ್ಯೇಕ ರಾಜ್ಯವಾಗಿತ್ತು. ನವಾಬರು ಆಳ್ವಿಕೆ ನಡೆಸುತ್ತಿದ್ದ ಈ ಪ್ರದೇಶ ಸ್ವಾತಂತ್ರ್ಯಾನಂತರ ಪಾಕಿಸ್ತಾನದಲ್ಲಿ ವಿಲೀನವಾಯಿತು. (712, 343, 990, 385)
editorial-body (50, 238, 368, 858)
lead-para: ಇದು ಕೇವಲ 1 ಕಿ.ಮೀ ದೂರದಲ್ಲಿದ್ದು, ಇನ್ನು ಕೆಲವು 30 ಕಿ.ಮೀ ದೂರದಲ್ಲಿದೆ. ಪಾಕ್ ಆಕ್ರಮಿತ ಕಾಶ್ಮೀರದಲ್ಲಿ ಉಗ್ರರ ಸಾಮಗ್ರಿಗಳು ದೊರೆತಿವೆ. (410, 452, 700, 480)
column-label: ಉಘೇ ವೀರಭೂಮಿಗೆ (726, 192, 840, 212)
bottom-para: ಚಾಮರಾಜನಗರ, ಮೈಸೂರು, ಹಾಸನ, ಕೇರಳ, ತಮಿಳುನಾಡು ಮುಂತಾದ ಕಡೆ ಸಂಘಟನೆ ಬಲಪಡಿಸಿದರು. ಕಾರ್ಮಿಕರ ಹಿತಕ್ಕಾಗಿ ಹಲವು ಹೋರಾಟಗಳನ್ನು ಮುನ್ನಡೆಸಿದರು. (866, 1679, 1082, 1720)
top-gray-bar (360, 14, 1160, 54)
corner-marker (1284, 18, 1296, 46)
second-para: ಸಾಮಾಜಿಕ ಮಾಧ್ಯಮಗಳಲ್ಲಿ ಪಾಕ್ ಹರಡುತ್ತಿರುವ ಸುಳ್ಳು ಸುದ್ದಿಗಳನ್ನು ಭಾರತ ತಕ್ಷಣ ತಳ್ಳಿಹಾಕುತ್ತಿದೆ. ಮಾಹಿತಿ ಯುದ್ಧದಲ್ಲಿಯೂ ಭಾರತ ಮೇಲುಗೈ ಸಾಧಿಸಿದೆ. (864, 1268, 1076, 1310)
bottom-para: ಶಿವಮೊಗ್ಗದಲ್ಲಿ ಜನಿಸಿದ ಅವರು ಸಂಘದ ಪ್ರಚಾರಕರಾಗಿ ಬದುಕು ಆರಂಭಿಸಿದರು. (38, 1792, 282, 1819)
shloka-badge (38, 1128, 168, 1256)
city: ಬೆಂಗಳೂರು (1233, 54, 1275, 67)
byline-marker-icon: ▶ (38, 1678, 47, 1691)
second-col-rule-1 (634, 1146, 635, 1586)
lead-bottom-rule (392, 1074, 1310, 1076)
second-author-name: ಅಭಿಜಿತ್ ಮಜುಂದಾರ್ (428, 1146, 511, 1159)
registration-marks-left (124, 1990, 184, 2002)
registration-marks-mid2 (834, 1990, 894, 2002)
editorial-banner: ಸಂಪಾದಕೀಯ (112, 108, 246, 143)
bottom-author-role: (ನಿಕಟಪೂರ್ವ ಉಪಾಧ್ಯಕ್ಷರು, ಬಿಎಂಎಸ್ ಕರ್ನಾಟಕ) (38, 1692, 196, 1703)
lead-para: ಭಾರತದ ಒಂದು ಚಿಟಿಕೆ ಸಿಂದೂರದ ಬೆಲೆ ಎಷ್ಟು ಎಂಬುದನ್ನು ಬಹವಲ್ಪುರಕ್ಕಿಂತ ಚೆನ್ನಾಗಿ ಬಲ್ಲವರು ಯಾರೂ ಇಲ್ಲ. ಭಾರತದ ಮಹಿಳೆಯರ ಸಿಂದೂರ ಅಳಿಸಿದವರಿಗೆ ಸರಿಯಾದ ಉತ್ತರ ನೀಡಲಾಗಿದೆ. (810, 513, 994, 568)
lead-para: ಪ್ರಾಚೀನ ಕಾಲದ ಮಹಾರಾಜರು ಈ ಪ್ರದೇಶದ ಸಂಪತ್ತನ್ನು ಬೆಳೆಸಿದರು. ಬ್ರಿಟಿಷ್ ಆಳ್ವಿಕೆಯಲ್ಲಿ ಈ ರಾಜ್ಯ ಸ್ವಾಯತ್ತತೆ ಹೊಂದಿತ್ತು. ಅಲ್ಲಿನ ನವಾಬರು ಸಿಂಧ್ ಮತ್ತು ಪಂಜಾಬ್ ನಡುವೆ ವ್ಯಾಪಾರದ ಮಾರ್ಗವನ್ನು ನಿಯಂತ್ರಿಸುತ್ತಿದ್ದರು. (1006, 159, 1304, 200)
bottom-dropcap: ರಾ (38, 1712, 79, 1761)
